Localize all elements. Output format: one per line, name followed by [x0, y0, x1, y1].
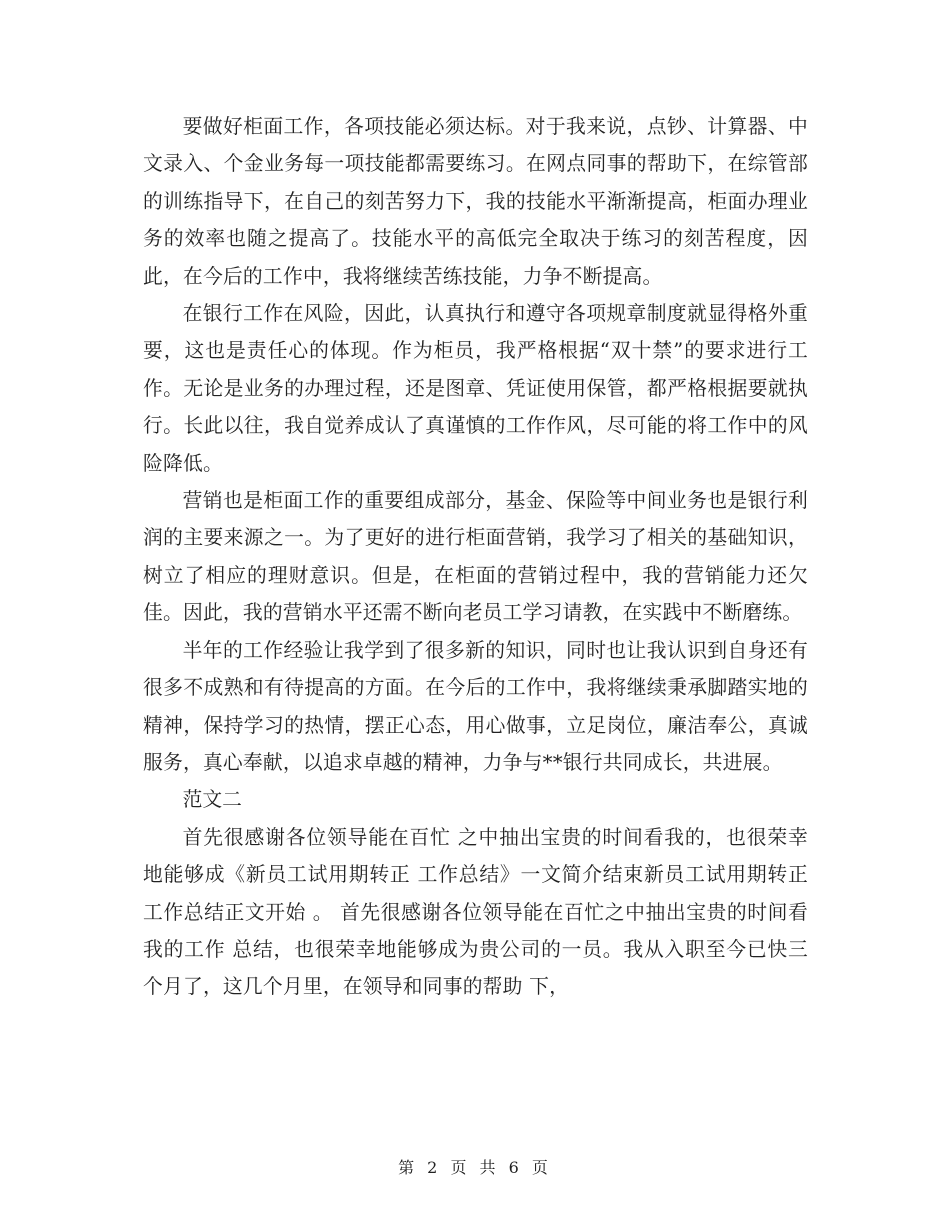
- page-number-footer: 第 2 页 共 6 页: [398, 1158, 552, 1177]
- paragraph-skills: 要做好柜面工作，各项技能必须达标。对于我来说，点钞、计算器、中文录入、个金业务每一项技能都需要练习。在网点同事的帮助下，在综管部的训练指导下，在自己的刻苦努力下，我的技能水平渐渐提高，柜面办理业务的效率也随之提高了。技能水平的高低完全取决于练习的刻苦程度，因此，在今后的工作中，我将继续苦练技能，力争不断提高。: [143, 115, 808, 288]
- paragraph-risk: 在银行工作在风险，因此，认真执行和遵守各项规章制度就显得格外重要，这也是责任心的体现。作为柜员，我严格根据“双十禁”的要求进行工作。无论是业务的办理过程，还是图章、凭证使用保管，都严格根据要就执行。长此以往，我自觉养成认了真谨慎的工作作风，尽可能的将工作中的风险降低。: [143, 302, 808, 475]
- paragraph-summary: 半年的工作经验让我学到了很多新的知识，同时也让我认识到自身还有很多不成熟和有待提高的方面。在今后的工作中，我将继续秉承脚踏实地的精神，保持学习的热情，摆正心态，用心做事，立足岗位，廉洁奉公，真诚服务，真心奉献，以追求卓越的精神，力争与**银行共同成长，共进展。: [143, 638, 808, 774]
- paragraph-sample-two: 首先很感谢各位领导能在百忙 之中抽出宝贵的时间看我的，也很荣幸地能够成《新员工试用期转正 工作总结》一文简介结束新员工试用期转正工作总结正文开始 。 首先很感谢各位领导能在百忙之中抽出宝贵的时间看我的工作 总结，也很荣幸地能够成为贵公司的一员。我从入职至今已快三个月了，这几个月里，在领导和同事的帮助 下，: [143, 825, 808, 999]
- section-heading: 范文二: [182, 788, 242, 812]
- paragraph-marketing: 营销也是柜面工作的重要组成部分，基金、保险等中间业务也是银行利润的主要来源之一。为了更好的进行柜面营销，我学习了相关的基础知识，树立了相应的理财意识。但是，在柜面的营销过程中，我的营销能力还欠佳。因此，我的营销水平还需不断向老员工学习请教，在实践中不断磨练。: [143, 489, 808, 625]
- document-body: [143, 108, 808, 1006]
